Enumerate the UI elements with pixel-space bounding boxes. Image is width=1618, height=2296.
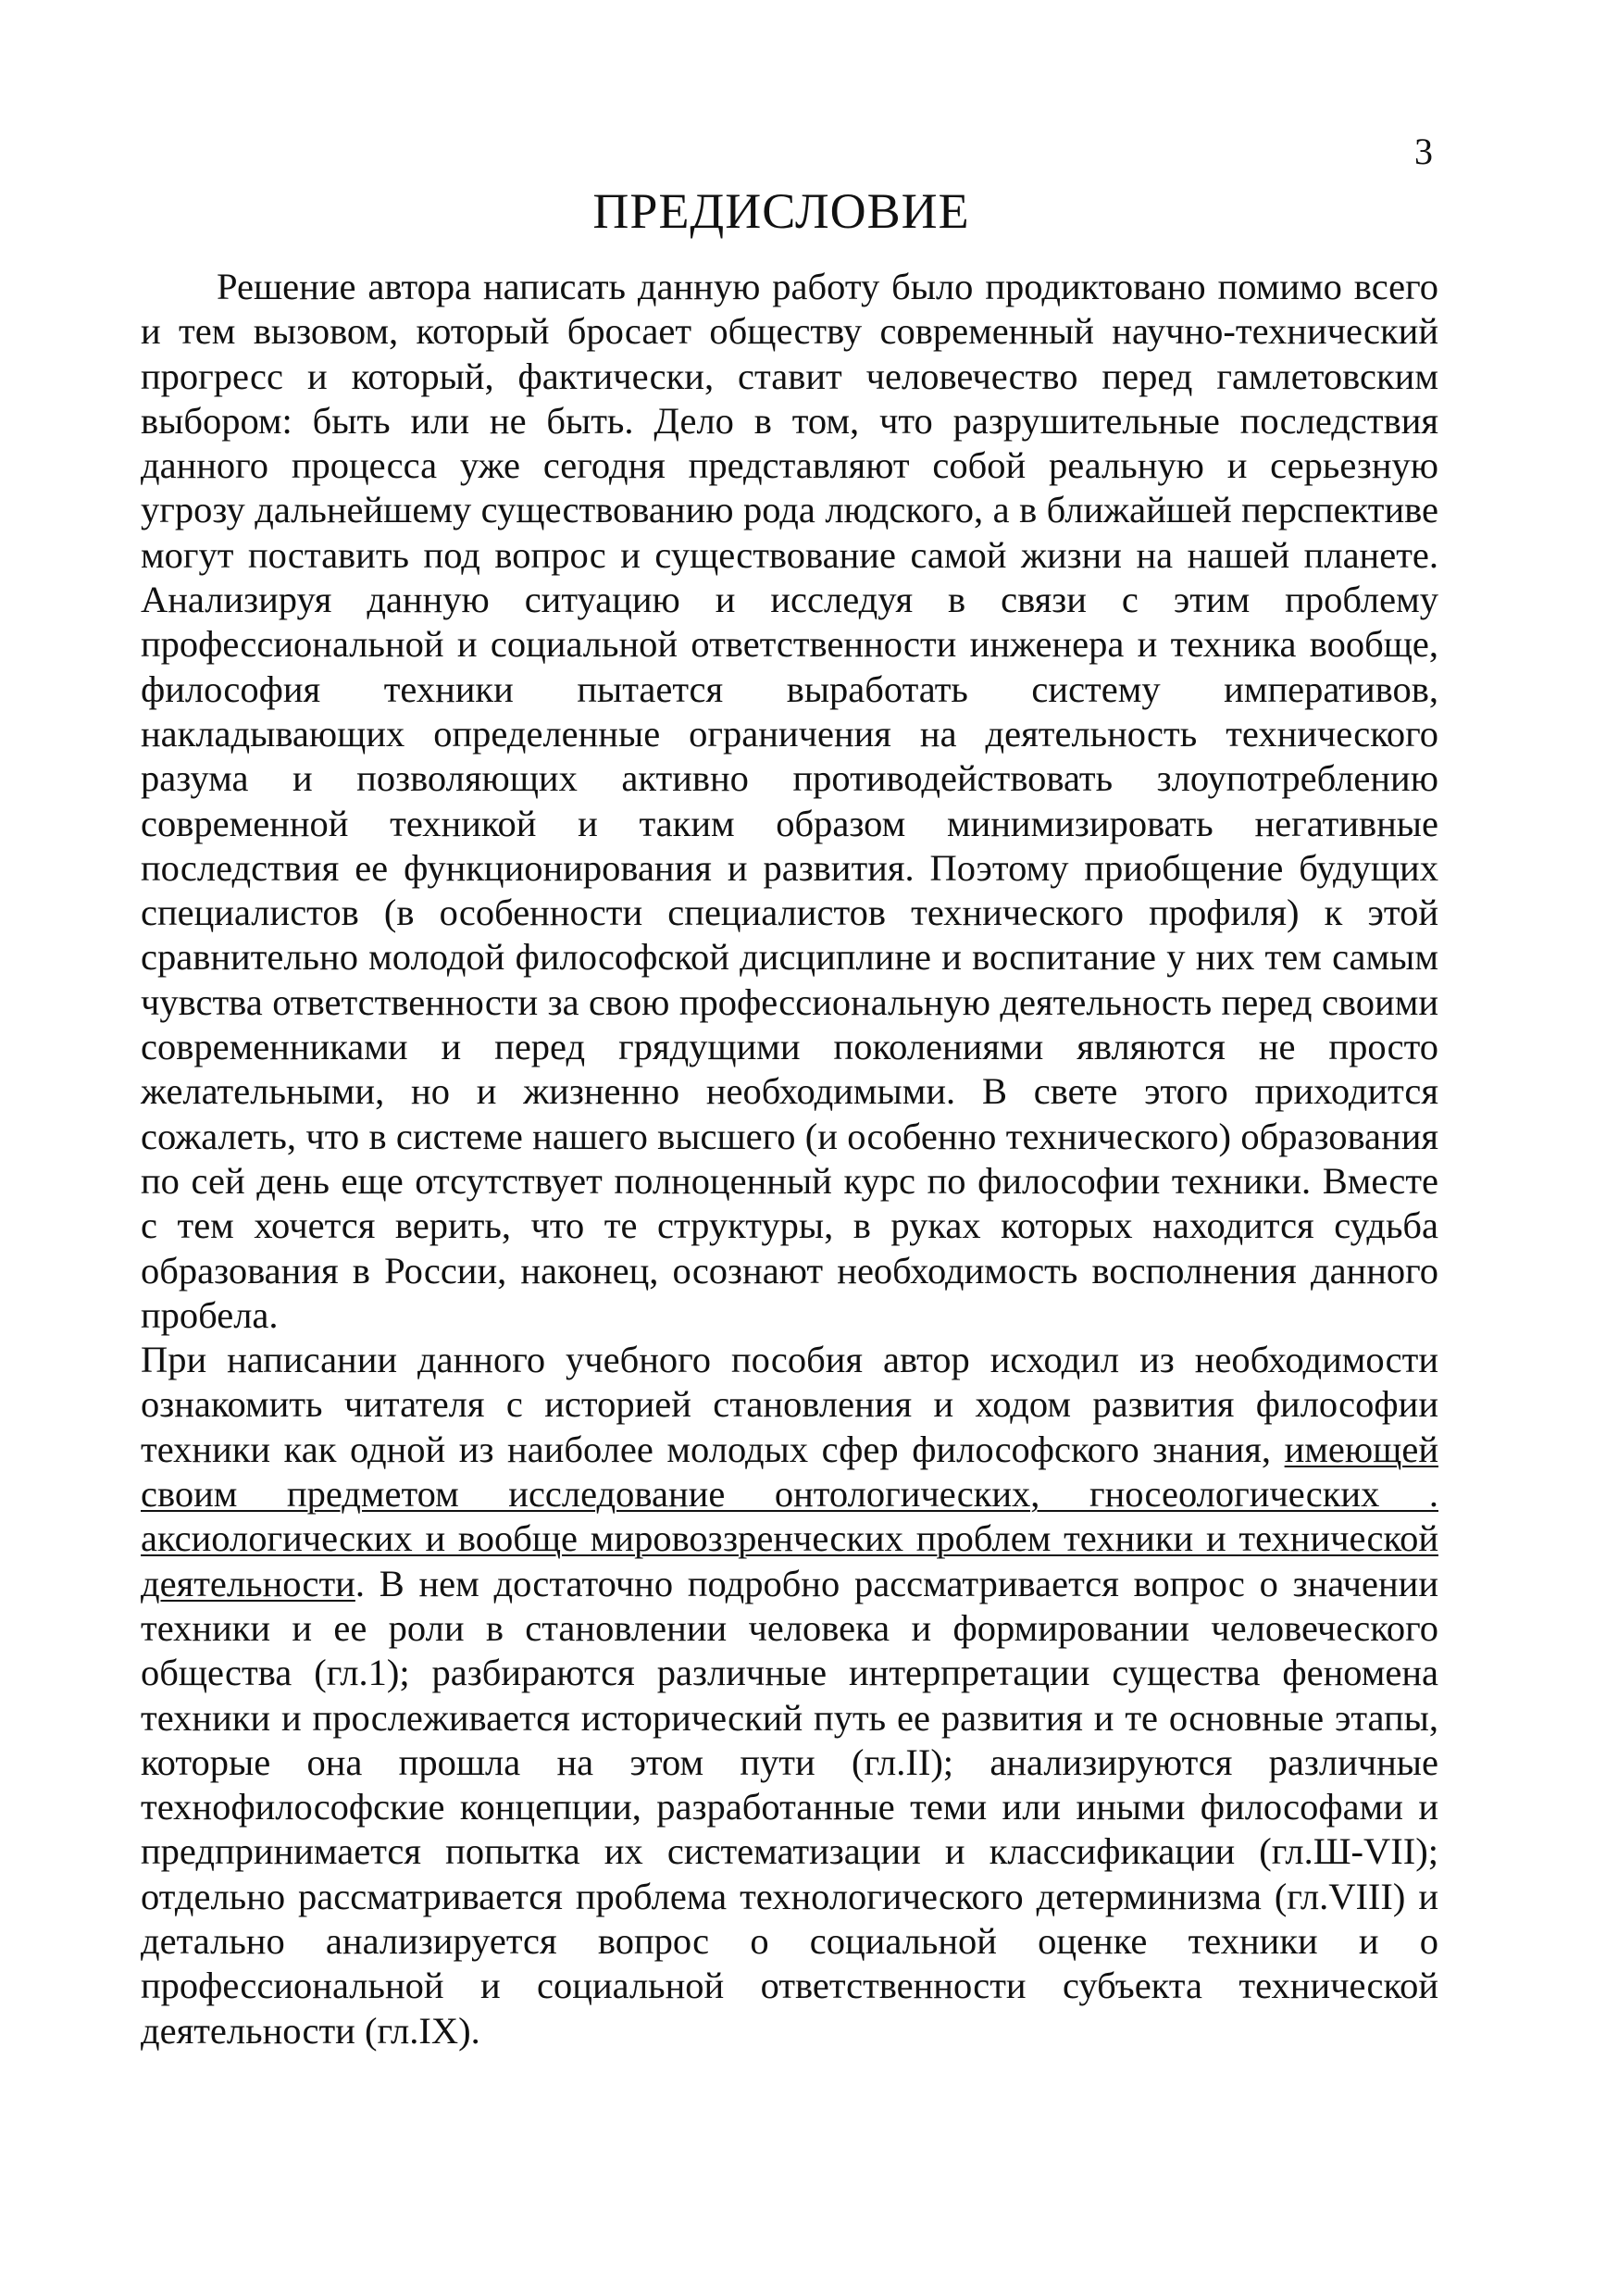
page-number: 3 [1414, 131, 1433, 172]
paragraph-second-underlined: имеющей своим предметом исследование онтологических, гносеологических . аксиологических и вообще мировоззренческих проблем техники и технической деятельности [141, 1428, 1438, 1604]
page-title: ПРЕДИСЛОВИЕ [592, 183, 970, 239]
paragraph-second [141, 1338, 1438, 2053]
paragraph-second-intro: При написании данного учебного пособия автор исходил из необходимости ознакомить читателя с историей становления и ходом развития философии техники как одной из наиболее молодых сфер философского знания, [141, 1339, 1438, 1470]
paragraph-first: Решение автора написать данную работу было продиктовано помимо всего и тем вызовом, который бросает обществу современный научно-технический прогресс и который, фактически, ставит человечество перед гамлетовским выбором: быть или не быть. Дело в том, что разрушительные последствия данного процесса уже сегодня представляют собой реальную и серьезную угрозу дальнейшему существованию рода людского, а в ближайшей перспективе могут поставить под вопрос и существование самой жизни на нашей планете. Анализируя данную ситуацию и исследуя в связи с этим проблему профессиональной и социальной ответственности инженера и техника вообще, философия техники пытается выработать систему императивов, накладывающих определенные ограничения на деятельность технического разума и позволяющих активно противодействовать злоупотреблению современной техникой и таким образом минимизировать негативные последствия ее функционирования и развития. Поэтому приобщение будущих специалистов (в особенности специалистов технического профиля) к этой сравнительно молодой философской дисциплине и воспитание у них тем самым чувства ответственности за свою профессиональную деятельность перед своими современниками и перед грядущими поколениями являются не просто желательными, но и жизненно необходимыми. В свете этого приходится сожалеть, что в системе нашего высшего (и особенно технического) образования по сей день еще отсутствует полноценный курс по философии техники. Вместе с тем хочется верить, что те структуры, в руках которых находится судьба образования в России, наконец, осознают необходимость восполнения данного пробела. [141, 266, 1438, 1336]
body-text [141, 265, 1438, 2053]
paragraph-second-rest: . В нем достаточно подробно рассматривается вопрос о значении техники и ее роли в становлении человека и формировании человеческого общества (гл.1); разбираются различные интерпретации существа феномена техники и прослеживается исторический путь ее развития и те основные этапы, которые она прошла на этом пути (гл.II); анализируются различные технофилософские концепции, разработанные теми или иными философами и предпринимается попытка их систематизации и классификации (гл.Ш-VII); отдельно рассматривается проблема технологического детерминизма (гл.VIII) и детально анализируется вопрос о социальной оценке техники и о профессиональной и социальной ответственности субъекта технической деятельности (гл.IX). [141, 1562, 1438, 2052]
